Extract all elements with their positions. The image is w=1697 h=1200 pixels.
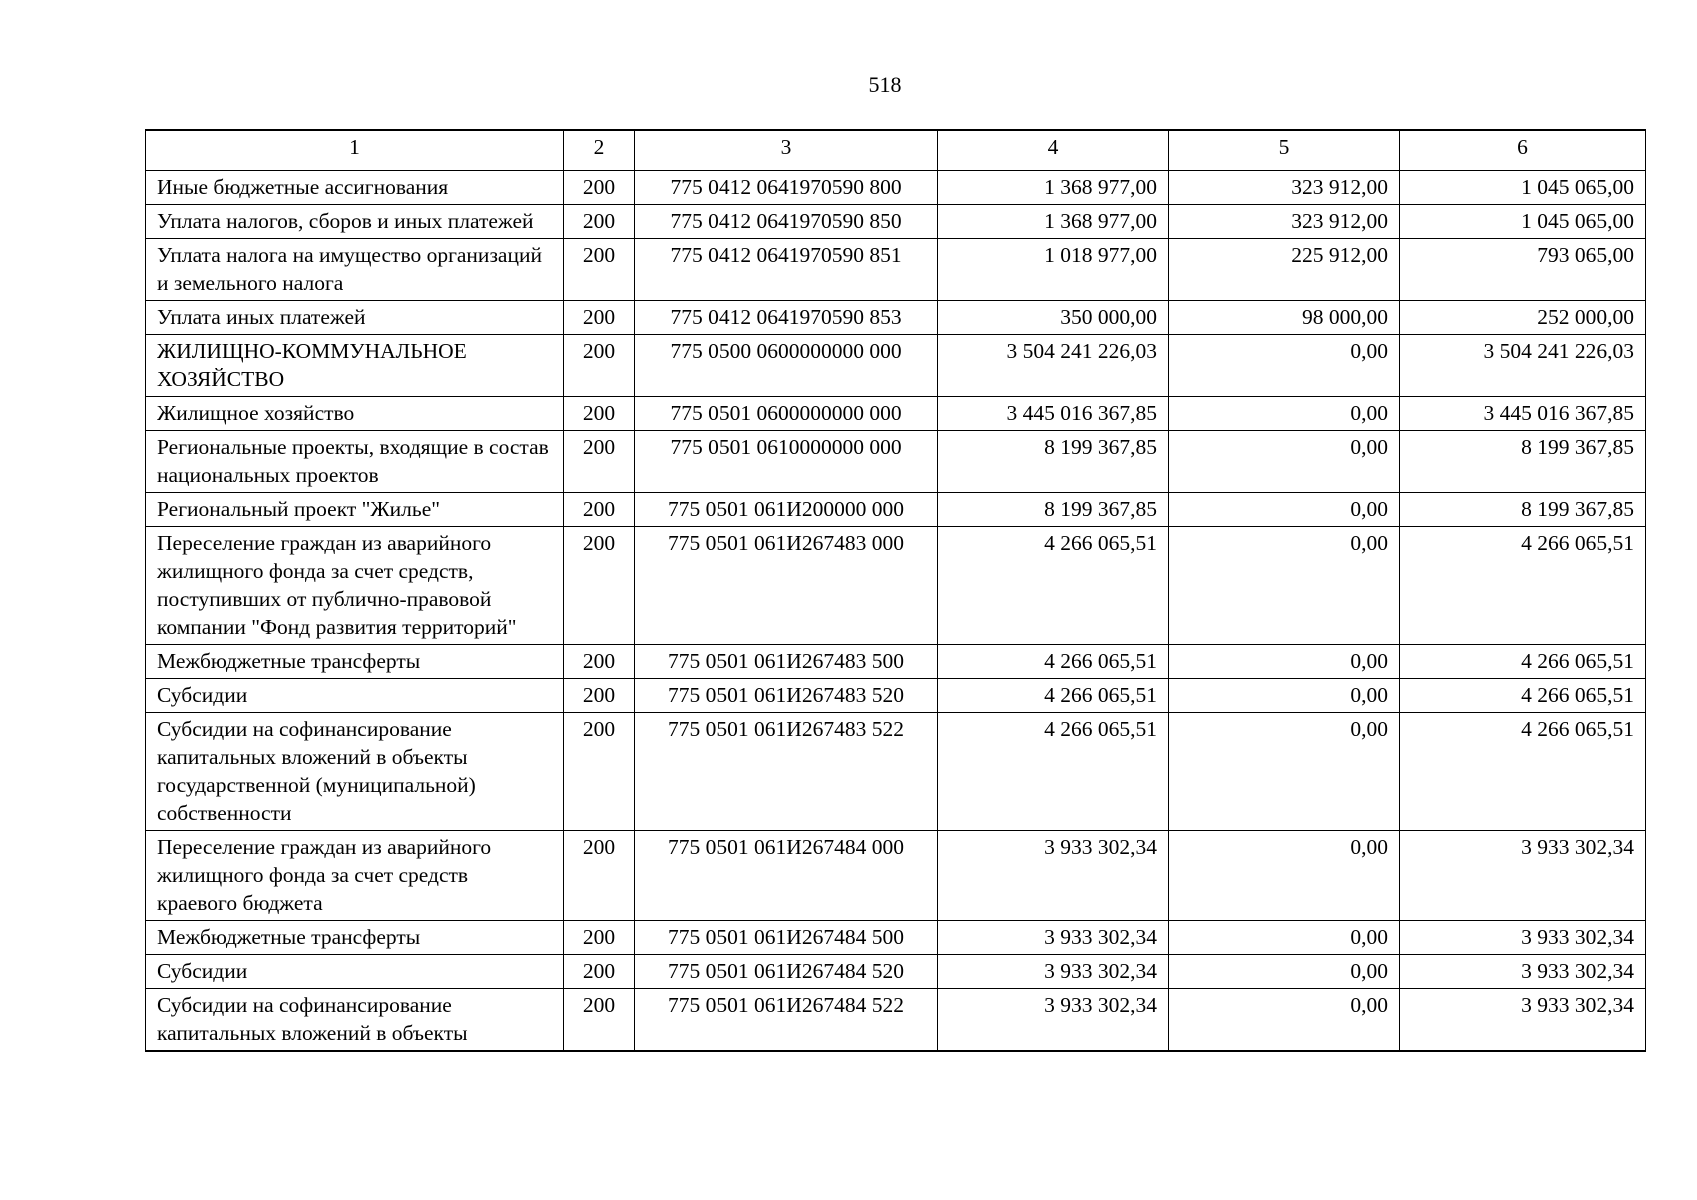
page-number: 518 (868, 72, 902, 97)
row-amount-cell: 3 933 302,34 (938, 831, 1169, 921)
row-total-cell: 3 445 016 367,85 (1400, 397, 1646, 431)
header-row (146, 130, 1646, 171)
row-change-cell: 225 912,00 (1169, 239, 1400, 301)
column-header: 3 (635, 130, 938, 171)
column-header: 6 (1400, 130, 1646, 171)
table-row (146, 335, 1646, 397)
table-row (146, 989, 1646, 1052)
row-amount-cell: 3 933 302,34 (938, 921, 1169, 955)
row-code-cell: 775 0501 061И267483 520 (635, 679, 938, 713)
row-amount-cell: 3 933 302,34 (938, 989, 1169, 1052)
table-row (146, 713, 1646, 831)
row-amount-cell: 3 933 302,34 (938, 955, 1169, 989)
row-amount-cell: 350 000,00 (938, 301, 1169, 335)
column-header: 1 (146, 130, 564, 171)
row-change-cell: 0,00 (1169, 397, 1400, 431)
table-body (146, 171, 1646, 1052)
row-amount-cell: 4 266 065,51 (938, 713, 1169, 831)
row-amount-cell: 4 266 065,51 (938, 527, 1169, 645)
row-admin-cell: 200 (564, 493, 635, 527)
row-name-cell: ЖИЛИЩНО-КОММУНАЛЬНОЕ ХОЗЯЙСТВО (146, 335, 564, 397)
row-amount-cell: 1 018 977,00 (938, 239, 1169, 301)
row-change-cell: 0,00 (1169, 645, 1400, 679)
row-total-cell: 4 266 065,51 (1400, 679, 1646, 713)
row-admin-cell: 200 (564, 713, 635, 831)
row-admin-cell: 200 (564, 301, 635, 335)
row-amount-cell: 8 199 367,85 (938, 431, 1169, 493)
row-name-cell: Переселение граждан из аварийного жилищного фонда за счет средств, поступивших от публично-правовой компании "Фонд развития территорий" (146, 527, 564, 645)
row-code-cell: 775 0501 061И267483 500 (635, 645, 938, 679)
table-row (146, 527, 1646, 645)
row-admin-cell: 200 (564, 239, 635, 301)
row-total-cell: 8 199 367,85 (1400, 431, 1646, 493)
row-code-cell: 775 0501 061И267483 000 (635, 527, 938, 645)
table-header (146, 130, 1646, 171)
row-name-cell: Межбюджетные трансферты (146, 921, 564, 955)
row-name-cell: Иные бюджетные ассигнования (146, 171, 564, 205)
row-code-cell: 775 0501 061И200000 000 (635, 493, 938, 527)
row-total-cell: 3 933 302,34 (1400, 921, 1646, 955)
row-admin-cell: 200 (564, 527, 635, 645)
row-name-cell: Субсидии (146, 955, 564, 989)
row-name-cell: Переселение граждан из аварийного жилищного фонда за счет средств краевого бюджета (146, 831, 564, 921)
table-row (146, 921, 1646, 955)
row-name-cell: Субсидии на софинансирование капитальных вложений в объекты (146, 989, 564, 1052)
row-change-cell: 0,00 (1169, 921, 1400, 955)
row-total-cell: 4 266 065,51 (1400, 713, 1646, 831)
row-amount-cell: 1 368 977,00 (938, 205, 1169, 239)
row-total-cell: 1 045 065,00 (1400, 171, 1646, 205)
row-code-cell: 775 0501 0610000000 000 (635, 431, 938, 493)
row-admin-cell: 200 (564, 955, 635, 989)
row-total-cell: 793 065,00 (1400, 239, 1646, 301)
row-admin-cell: 200 (564, 921, 635, 955)
row-code-cell: 775 0501 061И267483 522 (635, 713, 938, 831)
row-change-cell: 0,00 (1169, 713, 1400, 831)
table-row (146, 431, 1646, 493)
row-admin-cell: 200 (564, 171, 635, 205)
row-name-cell: Субсидии на софинансирование капитальных вложений в объекты государственной (муниципальной) собственности (146, 713, 564, 831)
column-header: 5 (1169, 130, 1400, 171)
row-total-cell: 1 045 065,00 (1400, 205, 1646, 239)
table-row (146, 239, 1646, 301)
row-amount-cell: 3 445 016 367,85 (938, 397, 1169, 431)
row-code-cell: 775 0412 0641970590 853 (635, 301, 938, 335)
row-code-cell: 775 0412 0641970590 800 (635, 171, 938, 205)
row-change-cell: 0,00 (1169, 679, 1400, 713)
row-admin-cell: 200 (564, 205, 635, 239)
row-code-cell: 775 0501 061И267484 522 (635, 989, 938, 1052)
table-row (146, 645, 1646, 679)
row-amount-cell: 1 368 977,00 (938, 171, 1169, 205)
column-header: 4 (938, 130, 1169, 171)
row-change-cell: 0,00 (1169, 431, 1400, 493)
row-admin-cell: 200 (564, 989, 635, 1052)
row-admin-cell: 200 (564, 397, 635, 431)
row-code-cell: 775 0501 0600000000 000 (635, 397, 938, 431)
row-name-cell: Уплата налога на имущество организаций и земельного налога (146, 239, 564, 301)
row-code-cell: 775 0501 061И267484 520 (635, 955, 938, 989)
row-code-cell: 775 0501 061И267484 000 (635, 831, 938, 921)
row-change-cell: 0,00 (1169, 493, 1400, 527)
table-row (146, 493, 1646, 527)
table-row (146, 205, 1646, 239)
row-change-cell: 323 912,00 (1169, 171, 1400, 205)
row-change-cell: 0,00 (1169, 335, 1400, 397)
row-amount-cell: 4 266 065,51 (938, 679, 1169, 713)
row-code-cell: 775 0412 0641970590 850 (635, 205, 938, 239)
row-total-cell: 4 266 065,51 (1400, 645, 1646, 679)
row-name-cell: Уплата иных платежей (146, 301, 564, 335)
row-change-cell: 323 912,00 (1169, 205, 1400, 239)
table-row (146, 171, 1646, 205)
row-name-cell: Уплата налогов, сборов и иных платежей (146, 205, 564, 239)
row-code-cell: 775 0501 061И267484 500 (635, 921, 938, 955)
row-total-cell: 8 199 367,85 (1400, 493, 1646, 527)
budget-table (145, 129, 1646, 1052)
row-amount-cell: 4 266 065,51 (938, 645, 1169, 679)
row-change-cell: 0,00 (1169, 527, 1400, 645)
row-name-cell: Субсидии (146, 679, 564, 713)
row-name-cell: Региональный проект "Жилье" (146, 493, 564, 527)
table-row (146, 679, 1646, 713)
row-total-cell: 3 933 302,34 (1400, 831, 1646, 921)
row-admin-cell: 200 (564, 645, 635, 679)
row-change-cell: 0,00 (1169, 831, 1400, 921)
row-total-cell: 3 504 241 226,03 (1400, 335, 1646, 397)
column-header: 2 (564, 130, 635, 171)
row-admin-cell: 200 (564, 831, 635, 921)
table-row (146, 831, 1646, 921)
table-row (146, 301, 1646, 335)
row-change-cell: 98 000,00 (1169, 301, 1400, 335)
row-total-cell: 4 266 065,51 (1400, 527, 1646, 645)
row-amount-cell: 8 199 367,85 (938, 493, 1169, 527)
row-change-cell: 0,00 (1169, 955, 1400, 989)
row-total-cell: 252 000,00 (1400, 301, 1646, 335)
row-name-cell: Жилищное хозяйство (146, 397, 564, 431)
row-name-cell: Региональные проекты, входящие в состав национальных проектов (146, 431, 564, 493)
row-name-cell: Межбюджетные трансферты (146, 645, 564, 679)
row-code-cell: 775 0412 0641970590 851 (635, 239, 938, 301)
row-total-cell: 3 933 302,34 (1400, 989, 1646, 1052)
row-change-cell: 0,00 (1169, 989, 1400, 1052)
table-row (146, 955, 1646, 989)
row-admin-cell: 200 (564, 679, 635, 713)
row-total-cell: 3 933 302,34 (1400, 955, 1646, 989)
row-code-cell: 775 0500 0600000000 000 (635, 335, 938, 397)
row-admin-cell: 200 (564, 431, 635, 493)
table-row (146, 397, 1646, 431)
row-admin-cell: 200 (564, 335, 635, 397)
row-amount-cell: 3 504 241 226,03 (938, 335, 1169, 397)
